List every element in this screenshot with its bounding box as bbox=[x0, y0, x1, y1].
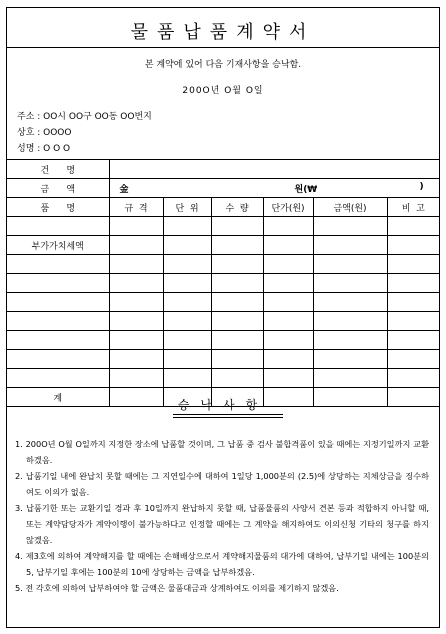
cell[interactable] bbox=[263, 255, 313, 274]
cell[interactable] bbox=[109, 350, 163, 369]
intro-text: 본 계약에 있어 다음 기재사항을 승낙함. bbox=[144, 60, 302, 70]
cell[interactable] bbox=[263, 331, 313, 350]
cell[interactable] bbox=[7, 350, 109, 369]
term-item: 3. 납품기한 또는 교환기일 경과 후 10일까지 완납하지 못할 때, 납품물품의 사양서 견본 등과 적합하지 아니할 때, 또는 계약담당자가 계약이행이 불가능하다고 인정할 때에는 그 계약을 해지하여도 이의신청 기타의 청구를 하지 않겠음. bbox=[15, 503, 429, 545]
cell[interactable] bbox=[211, 369, 263, 388]
cell[interactable] bbox=[263, 369, 313, 388]
cell[interactable] bbox=[313, 217, 387, 236]
cell[interactable] bbox=[313, 255, 387, 274]
cell[interactable] bbox=[109, 369, 163, 388]
cell[interactable] bbox=[313, 312, 387, 331]
cell[interactable] bbox=[211, 236, 263, 255]
amount-value[interactable] bbox=[109, 179, 439, 198]
table-row bbox=[7, 255, 439, 274]
party-address: 주소 : OO시 OO구 OO동 OO번지 bbox=[17, 112, 152, 122]
header-note: 비 고 bbox=[387, 198, 439, 217]
terms-title: 승낙사항 bbox=[177, 398, 269, 412]
cell[interactable] bbox=[163, 350, 211, 369]
party-name: 성명 : O O O bbox=[17, 144, 71, 154]
party-company: 상호 : OOOO bbox=[17, 128, 72, 138]
cell[interactable] bbox=[163, 274, 211, 293]
cell[interactable] bbox=[7, 274, 109, 293]
cell[interactable] bbox=[7, 255, 109, 274]
header-amount: 금액(원) bbox=[313, 198, 387, 217]
header-unit: 단 위 bbox=[163, 198, 211, 217]
cell[interactable] bbox=[387, 369, 439, 388]
cell[interactable] bbox=[109, 236, 163, 255]
cell[interactable] bbox=[211, 255, 263, 274]
table-row bbox=[7, 312, 439, 331]
cell[interactable] bbox=[109, 293, 163, 312]
row-case bbox=[7, 160, 439, 179]
cell[interactable] bbox=[263, 350, 313, 369]
table-row bbox=[7, 217, 439, 236]
amount-prefix: 金 bbox=[119, 185, 129, 195]
cell[interactable] bbox=[109, 274, 163, 293]
terms-title-underline-2 bbox=[173, 417, 283, 418]
term-item: 4. 제3호에 의하여 계약해지를 할 때에는 손해배상으로서 계약해지물품의 대가에 대하여, 납부기일 내에는 100분의 5, 납부기일 후에는 100분의 10에 상당하는 금액을 납부하겠음. bbox=[15, 551, 429, 577]
cell[interactable] bbox=[387, 350, 439, 369]
contract-date: 200O년 O월 O일 bbox=[182, 86, 264, 96]
cell[interactable] bbox=[263, 217, 313, 236]
cell[interactable] bbox=[387, 293, 439, 312]
term-item: 2. 납품기일 내에 완납치 못할 때에는 그 지연일수에 대하여 1일당 1,000분의 (2.5)에 상당하는 지체상금을 징수하여도 이의가 없음. bbox=[15, 471, 429, 497]
cell[interactable] bbox=[211, 274, 263, 293]
cell[interactable] bbox=[387, 236, 439, 255]
header-qty: 수 량 bbox=[211, 198, 263, 217]
cell[interactable] bbox=[211, 350, 263, 369]
cell[interactable] bbox=[313, 293, 387, 312]
cell[interactable] bbox=[313, 331, 387, 350]
header-item: 품 명 bbox=[7, 198, 109, 217]
cell[interactable] bbox=[109, 217, 163, 236]
cell[interactable] bbox=[313, 274, 387, 293]
cell[interactable] bbox=[7, 312, 109, 331]
cell[interactable] bbox=[387, 331, 439, 350]
cell[interactable] bbox=[263, 274, 313, 293]
header-unit-price: 단가(원) bbox=[263, 198, 313, 217]
table-row bbox=[7, 369, 439, 388]
cell[interactable] bbox=[263, 312, 313, 331]
cell[interactable] bbox=[387, 312, 439, 331]
cell[interactable] bbox=[7, 331, 109, 350]
header-spec: 규 격 bbox=[109, 198, 163, 217]
cell[interactable] bbox=[163, 331, 211, 350]
cell[interactable] bbox=[163, 217, 211, 236]
cell[interactable] bbox=[263, 293, 313, 312]
cell[interactable] bbox=[313, 350, 387, 369]
cell[interactable] bbox=[109, 331, 163, 350]
cell[interactable] bbox=[387, 274, 439, 293]
cell[interactable] bbox=[211, 331, 263, 350]
document-title: 물품납품계약서 bbox=[130, 22, 316, 43]
cell[interactable] bbox=[7, 293, 109, 312]
table-row bbox=[7, 236, 439, 255]
cell[interactable] bbox=[109, 255, 163, 274]
header-row bbox=[7, 198, 439, 217]
cell[interactable] bbox=[163, 369, 211, 388]
total-label: 계 bbox=[7, 388, 109, 407]
term-item: 5. 전 각호에 의하여 납부하여야 할 금액은 물품대금과 상계하여도 이의를 제기하지 않겠음. bbox=[15, 583, 339, 593]
vat-label: 부가가치세액 bbox=[7, 236, 109, 255]
case-label: 건 명 bbox=[7, 160, 109, 179]
cell[interactable] bbox=[211, 312, 263, 331]
table-row bbox=[7, 331, 439, 350]
cell[interactable] bbox=[387, 217, 439, 236]
table-row bbox=[7, 274, 439, 293]
cell[interactable] bbox=[7, 217, 109, 236]
table-row bbox=[7, 350, 439, 369]
terms-title-underline bbox=[173, 414, 283, 415]
cell[interactable] bbox=[211, 293, 263, 312]
amount-label: 금 액 bbox=[7, 179, 109, 198]
title-box bbox=[7, 8, 439, 48]
cell[interactable] bbox=[263, 236, 313, 255]
cell[interactable] bbox=[211, 217, 263, 236]
cell[interactable] bbox=[163, 255, 211, 274]
cell[interactable] bbox=[387, 255, 439, 274]
cell[interactable] bbox=[163, 312, 211, 331]
table-row bbox=[7, 293, 439, 312]
contract-frame bbox=[6, 7, 440, 628]
amount-won: 원(₩ bbox=[294, 185, 318, 195]
cell[interactable] bbox=[313, 369, 387, 388]
cell[interactable] bbox=[109, 312, 163, 331]
terms-list bbox=[15, 436, 429, 596]
cell[interactable] bbox=[163, 236, 211, 255]
case-value[interactable] bbox=[109, 160, 439, 179]
amount-close: ) bbox=[419, 182, 424, 192]
cell[interactable] bbox=[7, 369, 109, 388]
cell[interactable] bbox=[313, 236, 387, 255]
cell[interactable] bbox=[163, 293, 211, 312]
row-amount bbox=[7, 179, 439, 198]
term-item: 1. 200O년 O월 O일까지 지정한 장소에 납품할 것이며, 그 납품 중 검사 불합격품이 있을 때에는 지정기일까지 교환하겠음. bbox=[15, 439, 429, 465]
item-table bbox=[7, 159, 439, 407]
